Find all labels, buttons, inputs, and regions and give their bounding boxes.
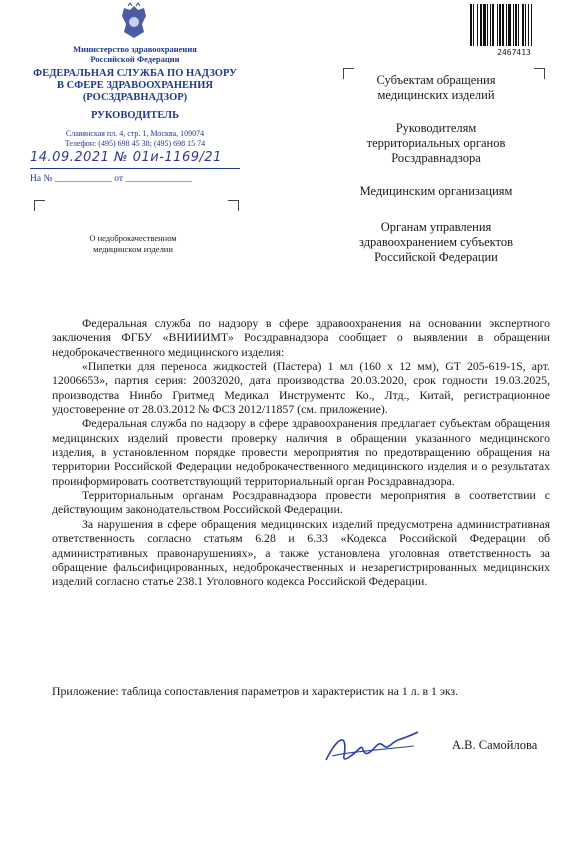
letter-body	[52, 316, 550, 589]
barcode-bar	[492, 4, 494, 46]
service-name	[20, 68, 250, 104]
ministry-line-2: Российской Федерации	[90, 53, 180, 64]
addressee-1	[330, 73, 542, 103]
subject-line-1: О недоброкачественном	[89, 233, 177, 243]
barcode-bar	[522, 4, 524, 46]
barcode-bar	[497, 4, 498, 46]
phone-line: Телефон: (495) 698 45 38; (495) 698 15 74	[64, 138, 206, 148]
barcode-image	[468, 4, 560, 46]
date-underline	[30, 168, 240, 169]
barcode-bar	[515, 4, 517, 46]
address-block	[20, 129, 250, 148]
barcode-bar	[525, 4, 526, 46]
barcode-bar	[508, 4, 511, 46]
addressee-4-line-1: Органам управления	[380, 220, 492, 234]
barcode-bar	[487, 4, 488, 46]
addressee-3-line-1: Медицинским организациям	[359, 184, 513, 198]
addressee-1-line-2: медицинских изделий	[377, 88, 495, 102]
service-line-3: (РОСЗДРАВНАДЗОР)	[82, 92, 188, 103]
barcode-bar	[480, 4, 482, 46]
body-paragraph-2: «Пипетки для переноса жидкостей (Пастера) 1 мл (160 х 12 мм), GT 205-619-1S, арт. 12006653», партия серия: 20032020, дата производства 20.03.2020, срок годности 19.03.2025, производства Нинбо Гритмед Медикал Инструментс Ко., Лтд., Китай, регистрационное удостоверение от 28.03.2012 № ФСЗ 2012/11857 (см. приложение).	[52, 359, 550, 417]
addressee-4	[330, 220, 542, 265]
barcode-bar	[470, 4, 472, 46]
barcode-bar	[490, 4, 491, 46]
body-paragraph-3: Федеральная служба по надзору в сфере здравоохранения предлагает субъектам обращения медицинских изделий провести проверку наличия в обращении указанного медицинского изделия, в установленном порядке провести мероприятия по предотвращению обращения на территории Российской Федерации недоброкачественного медицинского изделия и о результатах проинформировать соответствующий территориальный орган Росздравнадзора.	[52, 416, 550, 488]
subject-text	[58, 233, 208, 254]
barcode-bar	[477, 4, 478, 46]
handwritten-reference: 14.09.2021 № 01и-1169/21	[30, 150, 222, 165]
barcode-bar	[502, 4, 504, 46]
body-paragraph-1: Федеральная служба по надзору в сфере здравоохранения на основании экспертного заключения ФГБУ «ВНИИИМТ» Росздравнадзора сообщает о выявлении в обращении недоброкачественного медицинского изделия:	[52, 316, 550, 359]
subject-line-2: медицинском изделии	[93, 243, 173, 254]
service-line-2: В СФЕРЕ ЗДРАВООХРАНЕНИЯ	[57, 80, 213, 91]
attachment-note: Приложение: таблица сопоставления параметров и характеристик на 1 л. в 1 экз.	[52, 684, 459, 698]
body-paragraph-5: За нарушения в сфере обращения медицинских изделий предусмотрена административная ответственность согласно статьям 6.28 и 6.33 «Кодекса Российской Федерации об административных правонарушениях», а также установлена уголовная ответственность за обращение фальсифицированных, недоброкачественных и незарегистрированных медицинских изделий согласно статье 238.1 Уголовного кодекса Российской Федерации.	[52, 516, 550, 589]
barcode-bar	[483, 4, 486, 46]
addressee-1-line-1: Субъектам обращения	[376, 73, 496, 87]
address-line: Славянская пл. 4, стр. 1, Москва, 109074	[65, 129, 205, 138]
coat-of-arms-emblem	[114, 2, 154, 42]
addressee-2-line-3: Росздравнадзора	[391, 151, 481, 165]
subject-bracket-right	[228, 200, 239, 211]
body-paragraph-4: Территориальным органам Росздравнадзора провести мероприятия в соответствии с действующим законодательством Российской Федерации.	[52, 488, 550, 517]
reply-to-field: На № ____________ от ______________	[30, 174, 192, 184]
head-title: РУКОВОДИТЕЛЬ	[90, 110, 180, 121]
barcode-bar	[513, 4, 514, 46]
signer-name: А.В. Самойлова	[452, 738, 538, 752]
barcode-bar	[473, 4, 474, 46]
addressee-2	[330, 121, 542, 166]
handwritten-signature	[318, 726, 423, 770]
ministry-name	[20, 45, 250, 64]
subject-bracket-left	[34, 200, 45, 211]
addressee-3	[330, 184, 542, 199]
barcode-number: 2467413	[497, 48, 531, 57]
barcode-bar	[506, 4, 507, 46]
addressee-4-line-3: Российской Федерации	[374, 250, 498, 264]
addressee-2-line-2: территориальных органов	[366, 136, 506, 150]
barcode-bar	[528, 4, 529, 46]
addressee-2-line-1: Руководителям	[395, 121, 477, 135]
barcode-bar	[531, 4, 532, 46]
barcode-bar	[499, 4, 501, 46]
addressee-4-line-2: здравоохранением субъектов	[358, 235, 513, 249]
service-line-1: ФЕДЕРАЛЬНАЯ СЛУЖБА ПО НАДЗОРУ	[33, 68, 237, 79]
barcode-bar	[518, 4, 519, 46]
ministry-line-1: Министерство здравоохранения	[73, 44, 197, 54]
